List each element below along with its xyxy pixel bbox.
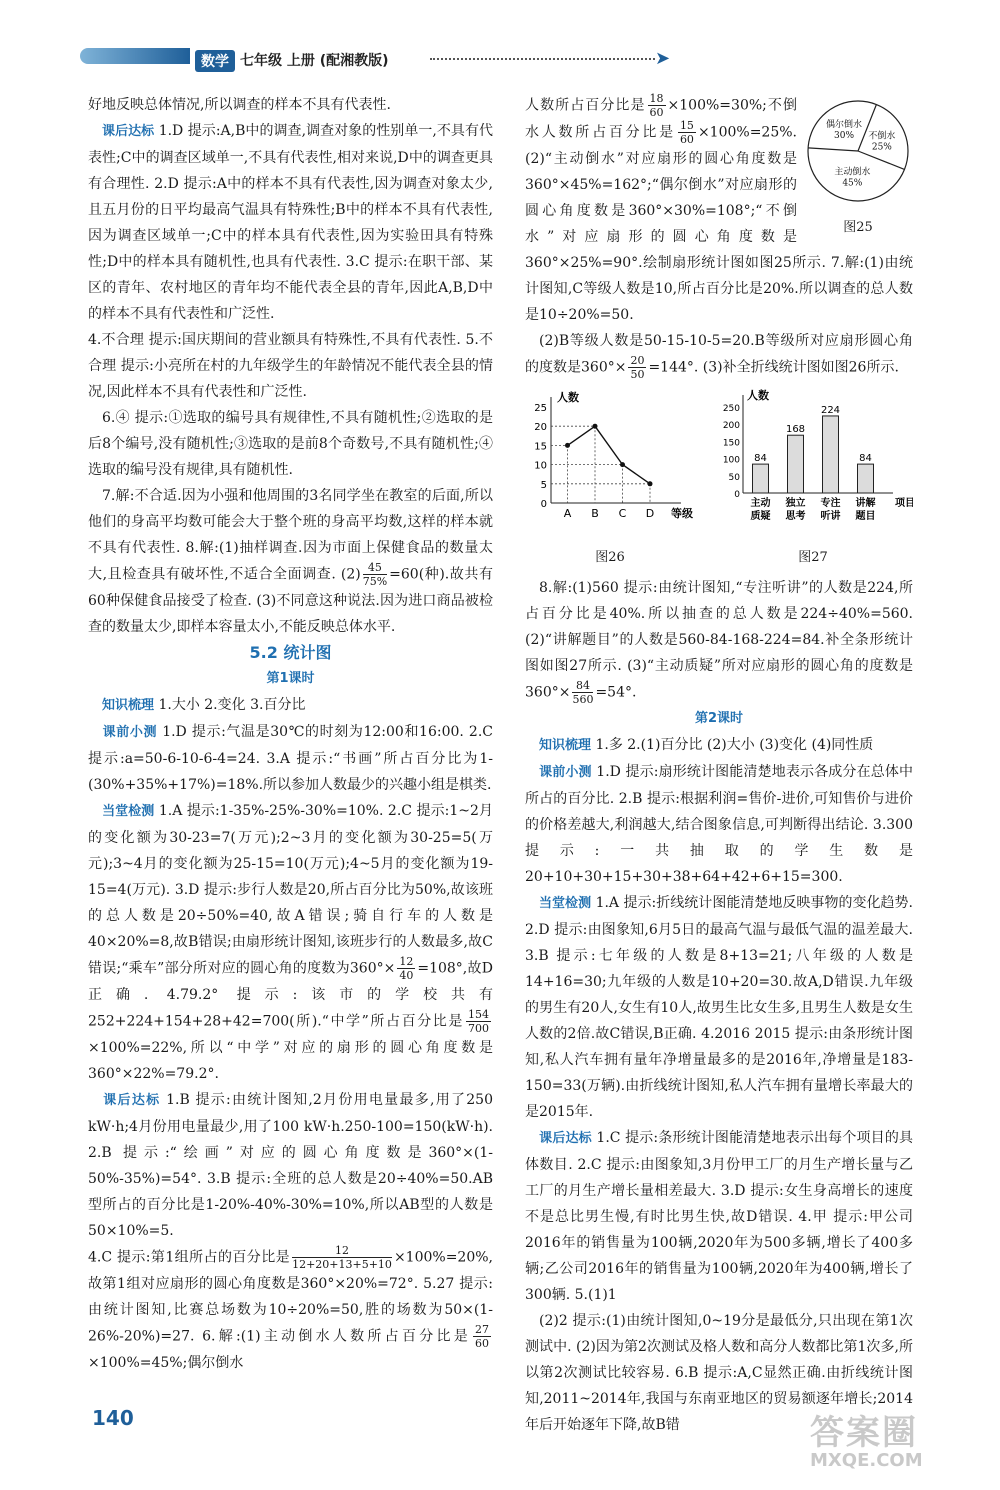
- paragraph: 4.不合理 提示:国庆期间的营业额具有特殊性,不具有代表性. 5.不合理 提示:小亮所在村的九年级学生的年龄情况不能代表全县的情况,因此样本不具有代表性和广泛性.: [88, 332, 493, 400]
- x-axis-label: 项目: [895, 498, 913, 509]
- data-point: [648, 481, 653, 486]
- y-tick-label: 100: [722, 455, 740, 466]
- x-tick-label: 题目: [855, 511, 876, 522]
- figure-25: [803, 96, 913, 241]
- y-tick-label: 150: [722, 438, 740, 449]
- x-tick-label: 听讲: [820, 511, 841, 522]
- paragraph-text: =144°. (3)补全折线统计图如图26所示.: [648, 359, 899, 376]
- series-segment: [568, 426, 596, 445]
- series-segment: [623, 465, 651, 484]
- paragraph-text: ×100%=30%;不倒水人数所占百分比是: [525, 97, 798, 141]
- paragraph-text: ×100%=20%,故第1组对应扇形的圆心角度数是360°×20%=72°. 5.27 提示:由统计图知,比赛总场数为10÷20%=50,胜的场数为50×(1-26%-20%)=27. 6.解:(1)主动倒水人数所占百分比是: [88, 1249, 493, 1345]
- section-tag: 课后达标: [102, 1093, 161, 1108]
- bar: [753, 464, 769, 493]
- pie-slice-label: 不倒水: [868, 131, 896, 142]
- figure-caption: 图25: [843, 220, 873, 235]
- x-axis-label: 等级: [671, 507, 693, 520]
- y-tick-label: 50: [728, 472, 740, 483]
- bar-value-label: 168: [785, 424, 806, 436]
- paragraph: 好地反映总体情况,所以调查的样本不具有代表性.: [88, 97, 391, 113]
- page-number: 140: [92, 1406, 134, 1430]
- paragraph-text: 7.解:不合适.因为小强和他周围的3名同学坐在教室的后面,所以他们的身高平均数可能会大于整个班的身高平均数,这样的样本就不具有代表性. 8.解:(1)抽样调查.因为市面上保健食品的数量太大,且检查具有破坏性,不适合全面调查. (2): [88, 488, 493, 583]
- paragraph: [88, 405, 493, 483]
- header-band: [80, 48, 190, 64]
- paragraph-text: (2)2 提示:(1)由统计图知,0~19分是最低分,只出现在第1次测试中. (2)因为第2次测试及格人数和高分人数都比第1次多,所以第2次测试比较容易. 6.B 提示:A,C显然正确.由折线统计图知,2011~2014年,我国与东南亚地区的贸易额逐年增长;2014年后开始逐年下降,故B错: [525, 1313, 913, 1433]
- pie-chart: [803, 96, 913, 206]
- paragraph-text: 8.解:(1)560 提示:由统计图知,“专注听讲”的人数是224,所占百分比是40%.所以抽查的总人数是224÷40%=560. (2)“讲解题目”的人数是560-84-168-224=84.补全条形统计图如图27所示. (3)“主动质疑”所对应扇形的圆心角的度数是360°×: [525, 580, 913, 701]
- lesson-title: 第1课时: [266, 671, 315, 686]
- figure-caption: 图26: [595, 550, 625, 565]
- fraction: $\frac{15}{60}$: [679, 119, 694, 146]
- paragraph-text: ×100%=25%. (2)“主动倒水”对应扇形的圆心角度数是360°×45%=162°;“偶尔倒水”对应扇形的圆心角度数是360°×30%=108°;“不倒水”对应扇形的圆心角度数是360°×25%=90°.绘制扇形统计图如图25所示. 7.解:(1)由统计图知,C等级人数是10,所占百分比是20%.所以调查的总人数是10÷20%=50.: [525, 124, 913, 323]
- pie-slice-percent: 25%: [871, 142, 892, 153]
- fraction: $\frac{20}{50}$: [630, 354, 645, 381]
- section-tag: 当堂检测: [539, 896, 592, 911]
- y-tick-label: 0: [540, 499, 547, 510]
- paragraph-text: =108°,故D正确. 4.79.2° 提示:该市的学校共有252+224+154+28+42=700(所).“中学”所占百分比是: [88, 960, 493, 1030]
- y-tick-label: 5: [540, 479, 547, 491]
- pie-slice-label: 主动倒水: [834, 167, 871, 178]
- paragraph-text: 4.C 提示:第1组所占的百分比是: [88, 1249, 291, 1266]
- paragraph-text: ×100%=45%;偶尔倒水: [88, 1355, 244, 1371]
- bar-chart: [713, 385, 913, 535]
- paragraph: [88, 483, 493, 640]
- paragraph-text: 1.多 2.(1)百分比 (2)大小 (3)变化 (4)同性质: [595, 737, 874, 753]
- fraction: $\frac{18}{60}$: [649, 92, 664, 119]
- paragraph: [525, 92, 913, 328]
- watermark: [810, 1405, 923, 1471]
- watermark-url: MXQE.COM: [810, 1450, 923, 1471]
- right-column: [525, 92, 913, 1438]
- line-chart: [525, 385, 695, 535]
- paragraph-text: =54°.: [595, 684, 637, 701]
- paragraph-text: =60(种).故共有60种保健食品接受了检查. (3)不同意这种说法.因为进口商品被检查的数量太少,即样本容量太小,不能反映总体水平.: [88, 566, 493, 635]
- y-tick-label: 20: [534, 422, 547, 434]
- paragraph: [88, 692, 493, 719]
- x-tick-label: 主动: [750, 498, 771, 509]
- section-tag: 课后达标: [102, 124, 155, 139]
- paragraph: [525, 732, 913, 759]
- y-tick-label: 15: [534, 441, 547, 453]
- paragraph-text: 1.D 提示:气温是30℃的时刻为12:00和16:00. 2.C 提示:a=50-6-10-6-4=24. 3.A 提示:“书画”所占百分比为1-(30%+35%+17%)=18%.所以参加人数最少的兴趣小组是棋类.: [88, 724, 493, 793]
- y-axis-label: 人数: [747, 389, 769, 402]
- header-dotted-line: [430, 58, 655, 60]
- x-tick-label: B: [591, 507, 599, 520]
- bar-value-label: 224: [820, 404, 841, 416]
- left-column: [88, 92, 493, 1376]
- paragraph: [525, 328, 913, 381]
- y-tick-label: 10: [534, 460, 547, 472]
- paragraph: [525, 575, 913, 706]
- y-tick-label: 0: [734, 490, 740, 500]
- bar: [788, 435, 804, 493]
- paragraph: [88, 719, 493, 798]
- section-tag: 课后达标: [539, 1131, 592, 1146]
- section-tag: 课前小测: [102, 725, 158, 740]
- fraction: $\frac{12}{40}$: [399, 955, 414, 982]
- y-tick-label: 200: [722, 421, 740, 432]
- fraction: $\frac{12}{12+20+13+5+10}$: [292, 1244, 392, 1271]
- paragraph: [88, 798, 493, 1087]
- x-tick-label: D: [645, 507, 655, 520]
- fraction: $\frac{45}{75\%}$: [362, 561, 388, 588]
- pie-slice-percent: 45%: [842, 178, 863, 189]
- paragraph: [525, 759, 913, 890]
- watermark-logo: 答案圈: [810, 1413, 918, 1453]
- paragraph-text: 6.④ 提示:①选取的编号具有规律性,不具有随机性;②选取的是后8个编号,没有随机性;③选取的是前8个奇数号,不具有随机性;④选取的编号没有规律,具有随机性.: [88, 410, 493, 478]
- section-tag: 知识梳理: [539, 738, 592, 753]
- paragraph-text: 1.C 提示:条形统计图能清楚地表示出每个项目的具体数目. 2.C 提示:由图象知,3月份甲工厂的月生产增长量与乙工厂的月生产增长量相差最大. 3.D 提示:女生身高增长的速度不是总比男生慢,有时比男生快,故D错误. 4.甲 提示:甲公司2016年的销售量为100辆,2020年为500多辆,增长了400多辆;乙公司2016年的销售量为100辆,2020年为400辆,增长了300辆. 5.(1)1: [525, 1130, 913, 1303]
- series-segment: [595, 426, 623, 464]
- data-point: [620, 462, 625, 467]
- y-tick-label: 25: [534, 403, 547, 414]
- section-tag: 当堂检测: [102, 804, 155, 819]
- header-title: 七年级 上册 (配湘教版): [240, 53, 389, 69]
- x-tick-label: A: [563, 507, 572, 520]
- paragraph-text: 1.D 提示:A,B中的调查,调查对象的性别单一,不具有代表性;C中的调查区域单一,不具有代表性,相对来说,D中的调查更具有合理性. 2.D 提示:A中的样本不具有代表性,因为调查对象太少,且五月份的日平均最高气温具有特殊性;B中的样本不具有代表性,因为调查区域单一;C中的样本具有代表性,因为实验田具有特殊性;D中的样本具有随机性,也具有代表性. 3.C 提示:在职干部、某区的青年、农村地区的青年均不能代表全县的青年,因此A,B,D中的样本不具有代表性和广泛性.: [88, 123, 493, 322]
- paragraph: [88, 1244, 493, 1376]
- data-point: [565, 443, 570, 448]
- bar: [858, 464, 874, 493]
- x-tick-label: 专注: [820, 498, 841, 509]
- y-tick-label: 250: [722, 404, 740, 414]
- bar-value-label: 84: [754, 453, 767, 465]
- fraction: $\frac{27}{60}$: [475, 1323, 489, 1350]
- paragraph: [525, 1125, 913, 1308]
- pie-slice-percent: 30%: [834, 131, 855, 142]
- arrow-right-icon: ➤: [655, 48, 671, 69]
- x-tick-label: 独立: [785, 498, 806, 509]
- bar-value-label: 84: [859, 453, 872, 465]
- x-tick-label: 思考: [785, 511, 806, 522]
- figure-27: [713, 385, 913, 571]
- fraction: $\frac{84}{560}$: [572, 679, 594, 706]
- paragraph-text: (2)B等级人数是50-15-10-5=20.B等级所对应扇形圆心角的度数是360°×: [525, 333, 913, 376]
- data-point: [593, 424, 598, 429]
- paragraph: [88, 1087, 493, 1244]
- figure-row: [525, 385, 913, 571]
- pie-slice-label: 偶尔倒水: [826, 120, 863, 131]
- paragraph: [525, 890, 913, 1125]
- paragraph: [88, 118, 493, 327]
- paragraph-text: 1.大小 2.变化 3.百分比: [158, 697, 306, 713]
- x-tick-label: 质疑: [750, 511, 771, 522]
- section-tag: 知识梳理: [102, 698, 155, 713]
- figure-caption: 图27: [798, 550, 828, 565]
- x-tick-label: C: [618, 507, 627, 520]
- section-tag: 课前小测: [539, 765, 592, 780]
- paragraph-text: 1.A 提示:1-35%-25%-30%=10%. 2.C 提示:1~2月的变化额为30-23=7(万元);2~3月的变化额为30-25=5(万元);3~4月的变化额为25-15=10(万元);4~5月的变化额为19-15=4(万元). 3.D 提示:步行人数是20,所占百分比为50%,故该班的总人数是20÷50%=40,故A错误;骑自行车的人数是40×20%=8,故B错误;由扇形统计图知,该班步行的人数最多,故C错误;“乘车”部分所对应的圆心角的度数为360°×: [88, 803, 493, 977]
- section-title: 5.2 统计图: [249, 643, 332, 662]
- lesson-title: 第2课时: [694, 711, 744, 726]
- paragraph-text: ×100%=22%,所以“中学”对应的扇形的圆心角度数是360°×22%=79.2°.: [88, 1040, 493, 1082]
- header-subject: 数学: [195, 50, 235, 72]
- paragraph-text: 1.D 提示:扇形统计图能清楚地表示各成分在总体中所占的百分比. 2.B 提示:根据利润=售价-进价,可知售价与进价的价格差越大,利润越大,结合图象信息,可判断得出结论. 3.300 提示:一共抽取的学生数是20+10+30+15+30+38+64+42+6+15=300.: [525, 764, 913, 885]
- fraction: $\frac{154}{700}$: [468, 1008, 489, 1035]
- paragraph-text: 1.B 提示:由统计图知,2月份用电量最多,用了250 kW·h;4月份用电量最少,用了100 kW·h.250-100=150(kW·h). 2.B 提示:“绘画”对应的圆心角度数是360°×(1-50%-35%)=54°. 3.B 提示:全班的总人数是20÷40%=50.AB型所占的百分比是1-20%-40%-30%=10%,所以AB型的人数是50×10%=5.: [88, 1092, 493, 1239]
- figure-26: [525, 385, 695, 571]
- paragraph-text: 1.A 提示:折线统计图能清楚地反映事物的变化趋势. 2.D 提示:由图象知,6月5日的最高气温与最低气温的温差最大. 3.B 提示:七年级的人数是8+13=21;八年级的人数是14+16=30;九年级的人数是10+20=30.故A,D错误.九年级的男生有20人,女生有10人,故男生比女生多,且男生人数是女生人数的2倍.故C错误,B正确. 4.2016 2015 提示:由条形统计图知,私人汽车拥有量年净增量最多的是2016年,净增量是183-150=33(万辆).由折线统计图知,私人汽车拥有量增长率最大的是2015年.: [525, 895, 913, 1120]
- page-header: [0, 0, 1000, 80]
- paragraph-text: 人数所占百分比是: [525, 97, 646, 114]
- y-axis-label: 人数: [557, 391, 579, 404]
- x-tick-label: 讲解: [855, 498, 876, 509]
- bar: [823, 416, 839, 493]
